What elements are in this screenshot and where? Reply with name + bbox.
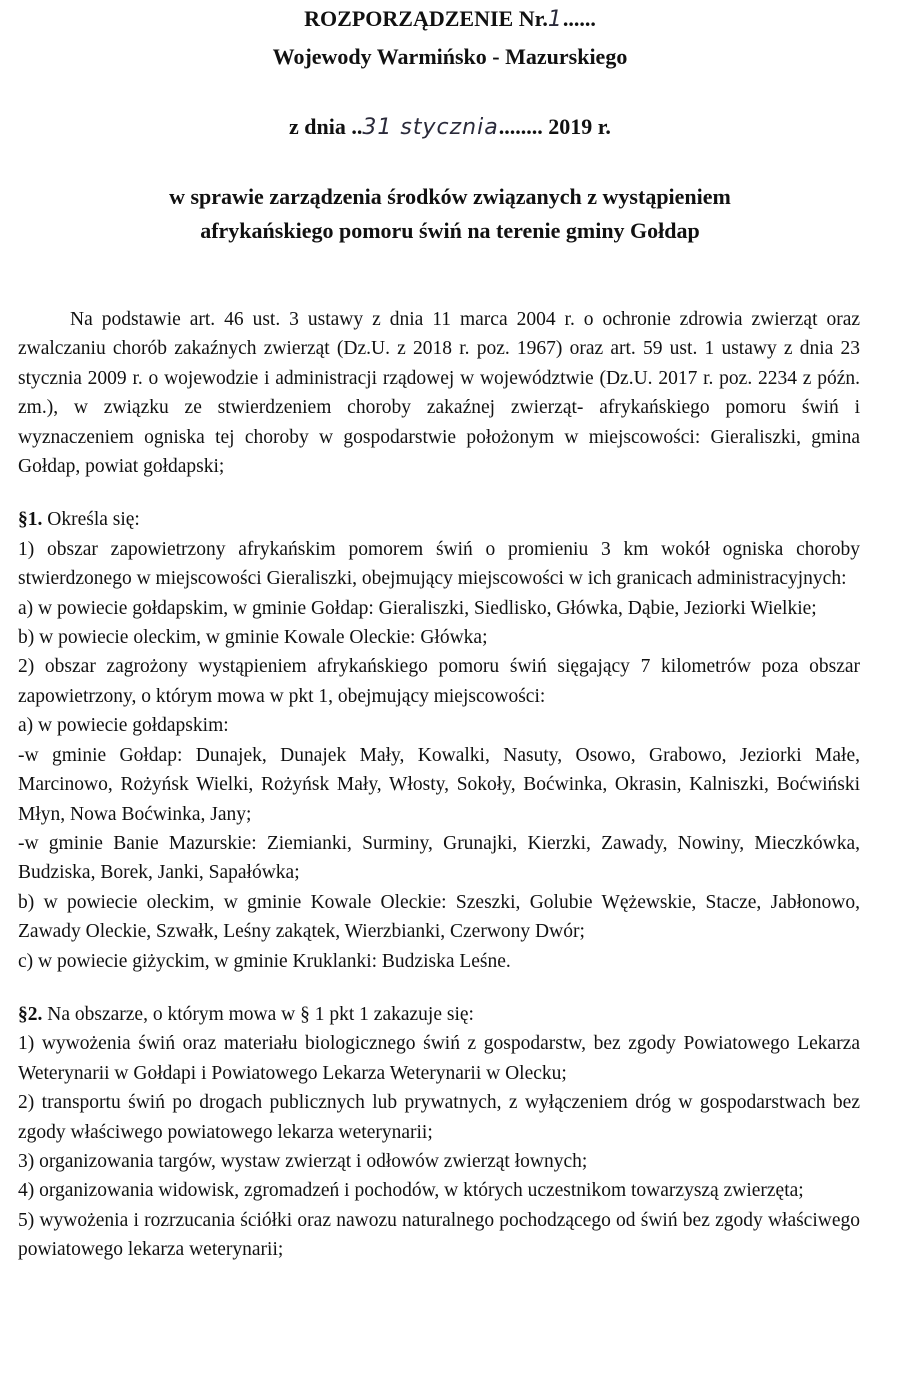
title-dots: ...... [562,6,596,31]
section-1-heading [18,505,860,534]
regulation-title [0,4,900,35]
section-1 [18,505,860,976]
list-item: 1) obszar zapowietrzony afrykańskim pomorem świń o promieniu 3 km wokół ogniska choroby stwierdzonego w miejscowości Gieraliszki, obejmujący miejscowości w ich granicach administracyjnych: [18,538,860,590]
list-item: -w gminie Banie Mazurskie: Ziemianki, Surminy, Grunajki, Kierzki, Zawady, Nowiny, Mieczkówka, Budziska, Borek, Janki, Sapałówka; [18,832,860,884]
list-item: c) w powiecie giżyckim, w gminie Kruklanki: Budziska Leśne. [18,950,511,972]
list-item: b) w powiecie oleckim, w gminie Kowale Oleckie: Szeszki, Golubie Wężewskie, Stacze, Jabłonowo, Zawady Oleckie, Szwałk, Leśny zakątek, Wierzbianki, Czerwony Dwór; [18,891,860,943]
list-item: 2) transportu świń po drogach publicznych lub prywatnych, z wyłączeniem dróg w gospodarstwach bez zgody właściwego powiatowego lekarza weterynarii; [18,1092,860,1143]
handwritten-number: 1 [547,7,563,32]
section-2 [18,1000,860,1265]
subject-line-1: w sprawie zarządzenia środków związanych z wystąpieniem [169,184,731,209]
list-item: 4) organizowania widowisk, zgromadzeń i pochodów, w których uczestnikom towarzyszą zwierzęta; [18,1180,804,1202]
handwritten-date: 31 stycznia [362,115,499,140]
issuer-name: Wojewody Warmińsko - Mazurskiego [272,44,628,69]
subject-line-2: afrykańskiego pomoru świń na terenie gminy Gołdap [200,218,700,243]
regulation-date [0,112,900,143]
list-item: a) w powiecie gołdapskim: [18,715,229,737]
section-1-number: §1. [18,509,43,531]
list-item: 5) wywożenia i rozrzucania ściółki oraz nawozu naturalnego pochodzącego od świń bez zgody właściwego powiatowego lekarza weterynarii; [18,1209,860,1261]
section-2-number: §2. [18,1003,43,1025]
list-item: 3) organizowania targów, wystaw zwierząt i odłowów zwierząt łownych; [18,1150,588,1172]
list-item: b) w powiecie oleckim, w gminie Kowale Oleckie: Główka; [18,627,488,649]
section-2-heading [18,1000,860,1029]
section-2-intro: Na obszarze, o którym mowa w § 1 pkt 1 zakazuje się: [42,1003,474,1025]
list-item: a) w powiecie gołdapskim, w gminie Gołdap: Gieraliszki, Siedlisko, Główka, Dąbie, Jeziorki Wielkie; [18,597,817,619]
document-body [18,305,860,1265]
date-suffix: ........ 2019 r. [498,114,611,139]
section-1-intro: Określa się: [42,509,140,531]
preamble: Na podstawie art. 46 ust. 3 ustawy z dnia 11 marca 2004 r. o ochronie zdrowia zwierząt oraz zwalczaniu chorób zakaźnych zwierząt (Dz.U. z 2018 r. poz. 1967) oraz art. 59 ust. 1 ustawy z dnia 23 stycznia 2009 r. o wojewodzie i administracji rządowej w województwie (Dz.U. 2017 r. poz. 2234 z późn. zm.), w związku ze stwierdzeniem choroby zakaźnej zwierząt- afrykańskiego pomoru świń i wyznaczeniem ogniska tej choroby w gospodarstwie położonym w miejscowości: Gieraliszki, gmina Gołdap, powiat gołdapski; [18,309,860,478]
list-item: 1) wywożenia świń oraz materiału biologicznego świń z gospodarstw, bez zgody Powiatowego Lekarza Weterynarii w Gołdapi i Powiatowego Lekarza Weterynarii w Olecku; [18,1033,860,1084]
list-item: -w gminie Gołdap: Dunajek, Dunajek Mały, Kowalki, Nasuty, Osowo, Grabowo, Jeziorki Małe, Marcinowo, Rożyńsk Wielki, Rożyńsk Mały, Włosty, Sokoły, Boćwinka, Okrasin, Kalniszki, Boćwiński Młyn, Nowa Boćwinka, Jany; [18,744,860,825]
list-item: 2) obszar zagrożony wystąpieniem afrykańskiego pomoru świń sięgający 7 kilometrów poza obszar zapowietrzony, o którym mowa w pkt 1, obejmujący miejscowości: [18,656,860,707]
title-prefix: ROZPORZĄDZENIE Nr. [304,6,548,31]
date-prefix: z dnia .. [289,114,363,139]
